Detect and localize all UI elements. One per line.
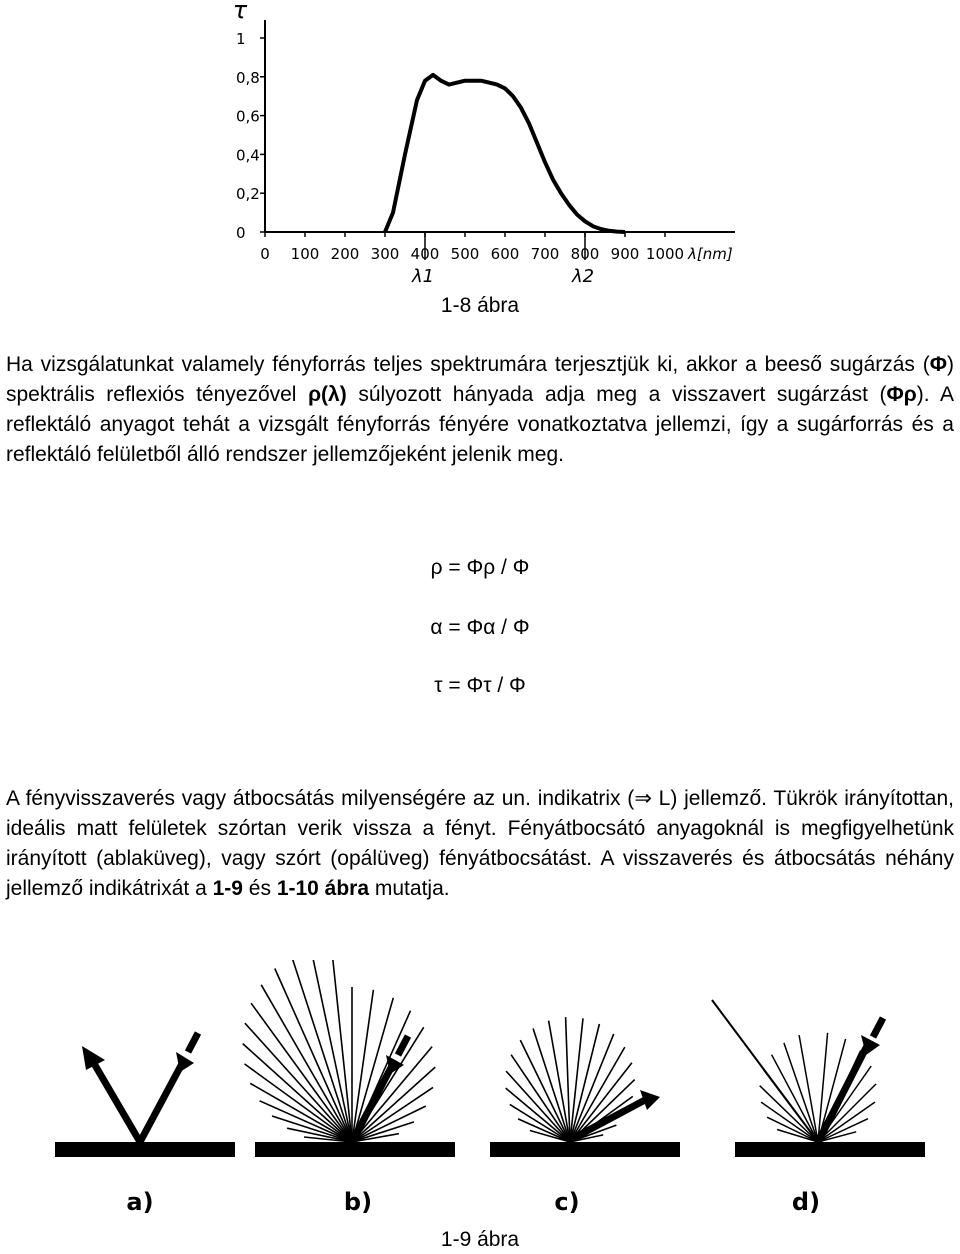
label-c: c) <box>554 1188 580 1216</box>
scatter-ray <box>761 1102 818 1142</box>
formula-alpha: α = Φα / Φ <box>430 616 530 639</box>
para2-ref-1-10: 1-10 ábra <box>276 877 370 900</box>
diffuse-rays-c <box>506 1017 635 1142</box>
para2-ref-1-9: 1-9 <box>212 877 243 900</box>
x-tick-label: 600 <box>490 245 520 263</box>
para2-text-2: L) jellemző. Tükrök irányítottan, ideális matt felületek szórtan verik vissza a fényt. Fényátbocsátó anyagoknál is megfigyelhetünk irányított (ablaküveg), vagy szórt (opálüveg) fényátbocsátást. A visszaverés és átbocsátás néhány jellemző indikátrixát a <box>6 787 954 900</box>
specular-ray-d <box>712 1000 818 1142</box>
x-axis-label: λ[nm] <box>688 245 733 263</box>
y-tick-label: 0,8 <box>236 68 260 87</box>
x-tick-label: 1000 <box>645 245 685 263</box>
para1-rho-lambda: ρ(λ) <box>308 383 347 406</box>
diagram-b <box>243 960 455 1157</box>
para1-phi-rho: Φρ <box>886 383 917 406</box>
x-tick-label: 900 <box>610 245 640 263</box>
reflected-ray-a <box>92 1060 140 1142</box>
formula-tau: τ = Φτ / Φ <box>434 674 526 697</box>
x-tick-label: 700 <box>530 245 560 263</box>
transmission-chart <box>0 0 960 300</box>
surface-c <box>490 1142 680 1157</box>
label-a: a) <box>126 1188 154 1216</box>
formula-rho: ρ = Φρ / Φ <box>430 556 530 579</box>
implies-arrow-icon: ⇒ <box>634 787 652 810</box>
surface-a <box>55 1142 235 1157</box>
indicatrix-diagrams <box>0 960 960 1220</box>
paragraph-1 <box>6 350 954 470</box>
scatter-ray <box>275 969 352 1143</box>
label-d: d) <box>791 1188 821 1216</box>
incident-tail-d <box>873 1018 883 1037</box>
x-tick-label: 800 <box>570 245 600 263</box>
scatter-ray <box>310 960 352 1142</box>
scatter-ray <box>506 1071 570 1142</box>
diffuse-rays-b <box>243 960 436 1142</box>
para1-text-1: Ha vizsgálatunkat valamely fényforrás teljes spektrumára terjesztjük ki, akkor a beeső sugárzás ( <box>6 353 930 376</box>
scatter-ray <box>260 1101 352 1142</box>
para1-text-2: ) spektrális reflexiós tényezővel <box>6 353 954 406</box>
x-tick-label: 500 <box>450 245 480 263</box>
paragraph-2 <box>6 784 954 904</box>
para1-phi: Φ <box>929 353 947 376</box>
marker-label: λ2 <box>571 266 595 287</box>
x-tick-label: 300 <box>370 245 400 263</box>
diagram-d <box>712 1000 925 1157</box>
scatter-ray <box>533 1029 570 1143</box>
para2-text-4: mutatja. <box>369 877 450 900</box>
y-tick-label: 0 <box>236 224 246 242</box>
y-axis-label: τ <box>232 0 248 24</box>
scatter-ray <box>250 1083 352 1142</box>
x-tick-label: 200 <box>330 245 360 263</box>
incident-ray-a <box>140 1058 185 1142</box>
marker-label: λ1 <box>411 266 435 287</box>
y-tick-label: 0,6 <box>236 107 260 126</box>
surface-b <box>255 1142 455 1157</box>
y-tick-label: 1 <box>236 30 246 48</box>
x-tick-label: 400 <box>410 245 440 263</box>
figure-1-9-caption: 1-9 ábra <box>440 1228 520 1251</box>
scatter-ray <box>331 960 352 1142</box>
para2-text-1: A fényvisszaverés vagy átbocsátás milyenségére az un. indikatrix ( <box>6 787 635 810</box>
para2-text-3: és <box>242 877 277 900</box>
x-tick-label: 100 <box>290 245 320 263</box>
y-tick-label: 0,4 <box>236 146 260 165</box>
diagram-a <box>55 1033 235 1157</box>
scatter-ray <box>352 1067 435 1142</box>
diagram-c <box>490 1017 680 1157</box>
y-tick-label: 0,2 <box>236 185 260 204</box>
surface-d <box>735 1142 925 1157</box>
para1-text-3: súlyozott hányada adja meg a visszavert sugárzást ( <box>346 383 887 406</box>
label-b: b) <box>343 1188 373 1216</box>
transmission-curve <box>385 75 625 232</box>
incident-tail-a <box>188 1033 198 1052</box>
figure-1-8-caption: 1-8 ábra <box>440 294 520 317</box>
incident-tail-b <box>398 1036 408 1055</box>
scatter-ray <box>506 1088 570 1142</box>
para1-text-4: ). A reflektáló anyagot tehát a vizsgált fényforrás fényére vonatkoztatva jellemzi, így a sugárforrás és a reflektáló felületből álló rendszer jellemzőjeként jelenik meg. <box>6 383 955 466</box>
x-tick-label: 0 <box>260 245 270 263</box>
